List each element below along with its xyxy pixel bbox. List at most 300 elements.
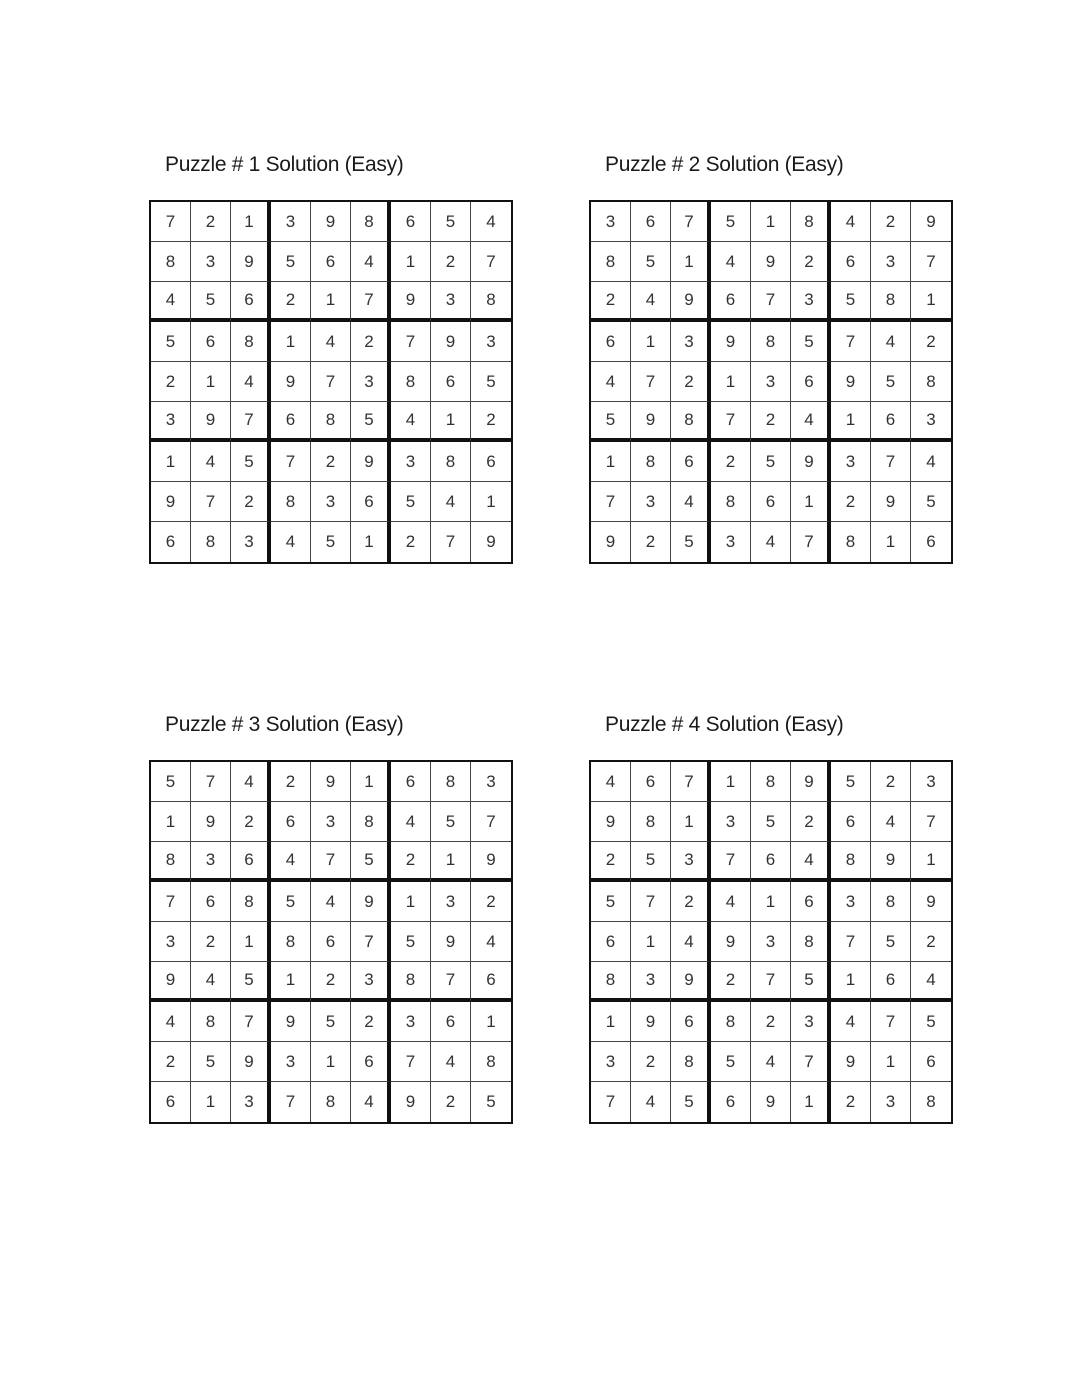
sudoku-cell: 7 [711,402,751,442]
sudoku-cell: 7 [631,882,671,922]
sudoku-cell: 1 [751,882,791,922]
sudoku-cell: 3 [431,882,471,922]
sudoku-grid [589,200,953,564]
sudoku-cell: 1 [151,802,191,842]
sudoku-cell: 9 [471,842,511,882]
sudoku-cell: 4 [471,202,511,242]
sudoku-cell: 8 [751,762,791,802]
sudoku-cell: 2 [471,402,511,442]
sudoku-cell: 6 [351,1042,391,1082]
sudoku-cell: 7 [791,1042,831,1082]
sudoku-cell: 8 [391,962,431,1002]
sudoku-cell: 4 [911,442,951,482]
sudoku-cell: 3 [311,802,351,842]
sudoku-cell: 6 [751,842,791,882]
sudoku-cell: 6 [711,1082,751,1122]
sudoku-cell: 3 [831,882,871,922]
sudoku-cell: 9 [711,922,751,962]
sudoku-cell: 9 [151,962,191,1002]
sudoku-cell: 2 [671,362,711,402]
sudoku-cell: 1 [871,522,911,562]
sudoku-cell: 3 [471,322,511,362]
sudoku-cell: 7 [151,882,191,922]
sudoku-cell: 6 [431,1002,471,1042]
sudoku-cell: 4 [631,1082,671,1122]
sudoku-cell: 5 [591,882,631,922]
sudoku-cell: 5 [831,282,871,322]
sudoku-cell: 8 [831,522,871,562]
sudoku-cell: 8 [231,882,271,922]
sudoku-cell: 8 [911,362,951,402]
sudoku-cell: 6 [271,402,311,442]
sudoku-cell: 8 [871,882,911,922]
sudoku-cell: 6 [391,762,431,802]
sudoku-cell: 9 [431,922,471,962]
sudoku-cell: 4 [311,882,351,922]
sudoku-cell: 3 [271,1042,311,1082]
sudoku-cell: 5 [671,522,711,562]
sudoku-cell: 2 [231,482,271,522]
sudoku-cell: 5 [311,522,351,562]
sudoku-cell: 9 [591,522,631,562]
sudoku-cell: 7 [271,442,311,482]
sudoku-cell: 6 [831,802,871,842]
sudoku-cell: 5 [471,362,511,402]
sudoku-cell: 6 [191,322,231,362]
sudoku-cell: 5 [791,322,831,362]
sudoku-cell: 4 [831,202,871,242]
sudoku-cell: 1 [231,202,271,242]
sudoku-cell: 1 [471,482,511,522]
sudoku-cell: 2 [151,1042,191,1082]
sudoku-cell: 4 [191,442,231,482]
sudoku-cell: 6 [151,522,191,562]
sudoku-cell: 2 [831,1082,871,1122]
sudoku-cell: 9 [391,1082,431,1122]
sudoku-cell: 9 [871,482,911,522]
sudoku-cell: 9 [591,802,631,842]
sudoku-cell: 6 [391,202,431,242]
sudoku-cell: 5 [231,442,271,482]
sudoku-cell: 5 [271,242,311,282]
sudoku-cell: 8 [591,962,631,1002]
sudoku-cell: 3 [391,1002,431,1042]
sudoku-cell: 3 [471,762,511,802]
sudoku-cell: 5 [231,962,271,1002]
sudoku-cell: 7 [311,842,351,882]
sudoku-cell: 1 [271,962,311,1002]
sudoku-cell: 8 [831,842,871,882]
sudoku-cell: 6 [591,922,631,962]
sudoku-cell: 7 [271,1082,311,1122]
sudoku-cell: 8 [671,1042,711,1082]
sudoku-cell: 6 [791,882,831,922]
sudoku-cell: 4 [671,922,711,962]
sudoku-cell: 6 [911,1042,951,1082]
sudoku-cell: 1 [631,922,671,962]
sudoku-cell: 5 [311,1002,351,1042]
sudoku-cell: 2 [151,362,191,402]
sudoku-cell: 6 [471,442,511,482]
sudoku-cell: 5 [751,802,791,842]
sudoku-cell: 8 [631,442,671,482]
sudoku-cell: 6 [151,1082,191,1122]
sudoku-cell: 3 [871,242,911,282]
sudoku-cell: 7 [591,482,631,522]
sudoku-cell: 3 [151,402,191,442]
sudoku-cell: 2 [591,282,631,322]
sudoku-cell: 1 [351,762,391,802]
sudoku-cell: 1 [831,402,871,442]
sudoku-cell: 5 [191,1042,231,1082]
sudoku-cell: 7 [431,962,471,1002]
sudoku-cell: 4 [831,1002,871,1042]
sudoku-cell: 4 [191,962,231,1002]
sudoku-cell: 3 [191,242,231,282]
sudoku-cell: 1 [271,322,311,362]
sudoku-cell: 9 [231,242,271,282]
sudoku-cell: 8 [311,402,351,442]
sudoku-cell: 4 [631,282,671,322]
sudoku-cell: 2 [711,962,751,1002]
sudoku-cell: 2 [871,202,911,242]
sudoku-cell: 7 [471,802,511,842]
sudoku-cell: 3 [631,962,671,1002]
sudoku-cell: 1 [391,242,431,282]
sudoku-cell: 4 [231,762,271,802]
sudoku-cell: 3 [791,282,831,322]
sudoku-cell: 3 [711,802,751,842]
sudoku-cell: 5 [431,202,471,242]
sudoku-cell: 6 [711,282,751,322]
sudoku-cell: 2 [911,922,951,962]
puzzle-title: Puzzle # 2 Solution (Easy) [605,153,844,176]
sudoku-cell: 9 [671,282,711,322]
sudoku-cell: 2 [791,242,831,282]
sudoku-cell: 1 [431,402,471,442]
sudoku-cell: 5 [631,842,671,882]
sudoku-cell: 8 [791,922,831,962]
sudoku-cell: 1 [911,842,951,882]
sudoku-cell: 4 [791,842,831,882]
sudoku-cell: 8 [191,522,231,562]
sudoku-cell: 9 [311,202,351,242]
puzzle-4 [589,710,951,1124]
sudoku-cell: 1 [711,362,751,402]
sudoku-cell: 1 [791,1082,831,1122]
sudoku-cell: 9 [191,402,231,442]
sudoku-cell: 8 [751,322,791,362]
sudoku-cell: 7 [591,1082,631,1122]
sudoku-cell: 9 [751,242,791,282]
sudoku-cell: 5 [751,442,791,482]
sudoku-cell: 8 [471,1042,511,1082]
puzzle-title: Puzzle # 4 Solution (Easy) [605,713,844,736]
sudoku-cell: 9 [391,282,431,322]
sudoku-cell: 5 [591,402,631,442]
sudoku-cell: 8 [151,842,191,882]
sudoku-cell: 2 [671,882,711,922]
sudoku-cell: 9 [271,1002,311,1042]
sudoku-cell: 2 [431,1082,471,1122]
sudoku-cell: 1 [231,922,271,962]
sudoku-grid [589,760,953,1124]
sudoku-cell: 4 [591,362,631,402]
sudoku-cell: 3 [591,202,631,242]
puzzle-3 [149,710,511,1124]
sudoku-cell: 3 [391,442,431,482]
sudoku-cell: 4 [871,802,911,842]
sudoku-cell: 9 [671,962,711,1002]
sudoku-cell: 5 [391,922,431,962]
sudoku-cell: 4 [711,882,751,922]
sudoku-cell: 2 [351,1002,391,1042]
sudoku-cell: 2 [231,802,271,842]
sudoku-cell: 5 [351,842,391,882]
sudoku-cell: 4 [151,1002,191,1042]
sudoku-cell: 2 [591,842,631,882]
sudoku-cell: 4 [431,1042,471,1082]
sudoku-cell: 4 [351,242,391,282]
sudoku-cell: 3 [791,1002,831,1042]
sudoku-cell: 5 [431,802,471,842]
sudoku-cell: 7 [231,1002,271,1042]
sudoku-cell: 1 [431,842,471,882]
sudoku-cell: 5 [151,762,191,802]
sudoku-cell: 7 [671,762,711,802]
sudoku-cell: 7 [431,522,471,562]
sudoku-cell: 1 [591,1002,631,1042]
sudoku-cell: 2 [391,522,431,562]
sudoku-cell: 2 [391,842,431,882]
sudoku-cell: 6 [191,882,231,922]
sudoku-cell: 9 [831,362,871,402]
sudoku-cell: 5 [351,402,391,442]
sudoku-cell: 9 [231,1042,271,1082]
sudoku-cell: 4 [271,522,311,562]
sudoku-cell: 3 [311,482,351,522]
sudoku-cell: 5 [271,882,311,922]
sudoku-cell: 1 [151,442,191,482]
sudoku-cell: 6 [871,962,911,1002]
sudoku-cell: 1 [671,242,711,282]
sudoku-cell: 1 [351,522,391,562]
sudoku-cell: 7 [471,242,511,282]
sudoku-grid [149,200,513,564]
sudoku-cell: 4 [751,522,791,562]
sudoku-cell: 9 [831,1042,871,1082]
sudoku-cell: 8 [191,1002,231,1042]
sudoku-cell: 8 [391,362,431,402]
sudoku-cell: 2 [271,762,311,802]
sudoku-cell: 7 [311,362,351,402]
sudoku-cell: 4 [711,242,751,282]
sudoku-cell: 7 [631,362,671,402]
puzzle-2 [589,150,951,564]
sudoku-cell: 7 [911,242,951,282]
sudoku-cell: 9 [911,202,951,242]
sudoku-cell: 2 [631,522,671,562]
sudoku-cell: 4 [351,1082,391,1122]
sudoku-cell: 3 [911,762,951,802]
sudoku-cell: 2 [471,882,511,922]
sudoku-cell: 3 [831,442,871,482]
puzzle-1 [149,150,511,564]
sudoku-cell: 4 [391,402,431,442]
sudoku-cell: 2 [311,442,351,482]
sudoku-cell: 4 [471,922,511,962]
sudoku-cell: 7 [871,1002,911,1042]
sudoku-cell: 1 [871,1042,911,1082]
sudoku-cell: 9 [871,842,911,882]
sudoku-cell: 3 [231,1082,271,1122]
sudoku-cell: 1 [911,282,951,322]
sudoku-cell: 4 [311,322,351,362]
sudoku-cell: 5 [871,362,911,402]
sudoku-cell: 7 [711,842,751,882]
sudoku-cell: 6 [631,202,671,242]
sudoku-cell: 6 [351,482,391,522]
sudoku-cell: 7 [751,962,791,1002]
sudoku-cell: 4 [391,802,431,842]
sudoku-cell: 8 [271,922,311,962]
sudoku-cell: 7 [391,1042,431,1082]
sudoku-cell: 6 [471,962,511,1002]
sudoku-cell: 9 [431,322,471,362]
sudoku-cell: 2 [911,322,951,362]
sudoku-cell: 1 [711,762,751,802]
sudoku-cell: 8 [151,242,191,282]
sudoku-cell: 8 [711,482,751,522]
sudoku-cell: 4 [591,762,631,802]
sudoku-cell: 2 [271,282,311,322]
sudoku-cell: 4 [231,362,271,402]
sudoku-cell: 6 [631,762,671,802]
sudoku-cell: 6 [311,242,351,282]
sudoku-cell: 5 [631,242,671,282]
sudoku-cell: 5 [791,962,831,1002]
sudoku-cell: 6 [431,362,471,402]
sudoku-cell: 6 [231,842,271,882]
sudoku-cell: 2 [751,1002,791,1042]
sudoku-cell: 3 [191,842,231,882]
sudoku-cell: 4 [151,282,191,322]
sudoku-cell: 3 [351,962,391,1002]
sudoku-cell: 3 [271,202,311,242]
sudoku-cell: 1 [391,882,431,922]
sudoku-cell: 3 [671,322,711,362]
sudoku-cell: 1 [191,1082,231,1122]
sudoku-cell: 3 [751,362,791,402]
sudoku-cell: 4 [431,482,471,522]
sudoku-cell: 9 [351,442,391,482]
sudoku-cell: 7 [351,922,391,962]
sudoku-cell: 6 [591,322,631,362]
sudoku-cell: 2 [191,922,231,962]
sudoku-cell: 3 [671,842,711,882]
sudoku-cell: 6 [671,442,711,482]
sudoku-cell: 3 [591,1042,631,1082]
sudoku-cell: 5 [671,1082,711,1122]
sudoku-cell: 4 [871,322,911,362]
puzzle-title: Puzzle # 3 Solution (Easy) [165,713,404,736]
sudoku-cell: 7 [911,802,951,842]
sudoku-cell: 8 [671,402,711,442]
sudoku-cell: 1 [671,802,711,842]
sudoku-cell: 5 [191,282,231,322]
sudoku-cell: 2 [871,762,911,802]
sudoku-cell: 8 [926,1092,936,1111]
sudoku-cell: 6 [831,242,871,282]
sudoku-cell: 5 [911,482,951,522]
sudoku-cell: 3 [631,482,671,522]
sudoku-cell: 8 [871,282,911,322]
sudoku-cell: 2 [631,1042,671,1082]
sudoku-cell: 5 [831,762,871,802]
sudoku-cell: 1 [591,442,631,482]
sudoku-cell: 9 [486,532,496,551]
sudoku-cell: 6 [871,402,911,442]
sudoku-cell: 7 [831,322,871,362]
sudoku-cell: 9 [751,1082,791,1122]
sudoku-cell: 8 [471,282,511,322]
sudoku-cell: 7 [151,202,191,242]
sudoku-cell: 9 [711,322,751,362]
sudoku-cell: 9 [791,762,831,802]
sudoku-cell: 6 [311,922,351,962]
sudoku-cell: 2 [431,242,471,282]
sudoku-cell: 4 [751,1042,791,1082]
sudoku-cell: 3 [231,522,271,562]
sudoku-cell: 6 [751,482,791,522]
sudoku-cell: 9 [351,882,391,922]
sudoku-cell: 4 [671,482,711,522]
sudoku-cell: 7 [671,202,711,242]
sudoku-cell: 3 [751,922,791,962]
sudoku-cell: 7 [831,922,871,962]
sudoku-cell: 9 [151,482,191,522]
sudoku-cell: 3 [711,522,751,562]
sudoku-cell: 7 [391,322,431,362]
sudoku-cell: 8 [351,802,391,842]
sudoku-cell: 2 [711,442,751,482]
sudoku-cell: 1 [471,1002,511,1042]
sudoku-cell: 6 [926,532,936,551]
sudoku-cell: 7 [751,282,791,322]
sudoku-cell: 2 [831,482,871,522]
sudoku-cell: 9 [791,442,831,482]
sudoku-cell: 6 [231,282,271,322]
sudoku-cell: 5 [486,1092,496,1111]
sudoku-cell: 2 [311,962,351,1002]
sudoku-cell: 3 [911,402,951,442]
sudoku-cell: 2 [791,802,831,842]
sudoku-cell: 9 [631,1002,671,1042]
sudoku-cell: 7 [871,442,911,482]
sudoku-cell: 8 [271,482,311,522]
sudoku-cell: 4 [791,402,831,442]
sudoku-cell: 3 [151,922,191,962]
sudoku-cell: 8 [351,202,391,242]
sudoku-cell: 5 [391,482,431,522]
sudoku-cell: 3 [431,282,471,322]
sudoku-cell: 5 [911,1002,951,1042]
sudoku-cell: 1 [751,202,791,242]
sudoku-cell: 8 [231,322,271,362]
sudoku-cell: 6 [671,1002,711,1042]
sudoku-cell: 9 [631,402,671,442]
sudoku-cell: 1 [631,322,671,362]
